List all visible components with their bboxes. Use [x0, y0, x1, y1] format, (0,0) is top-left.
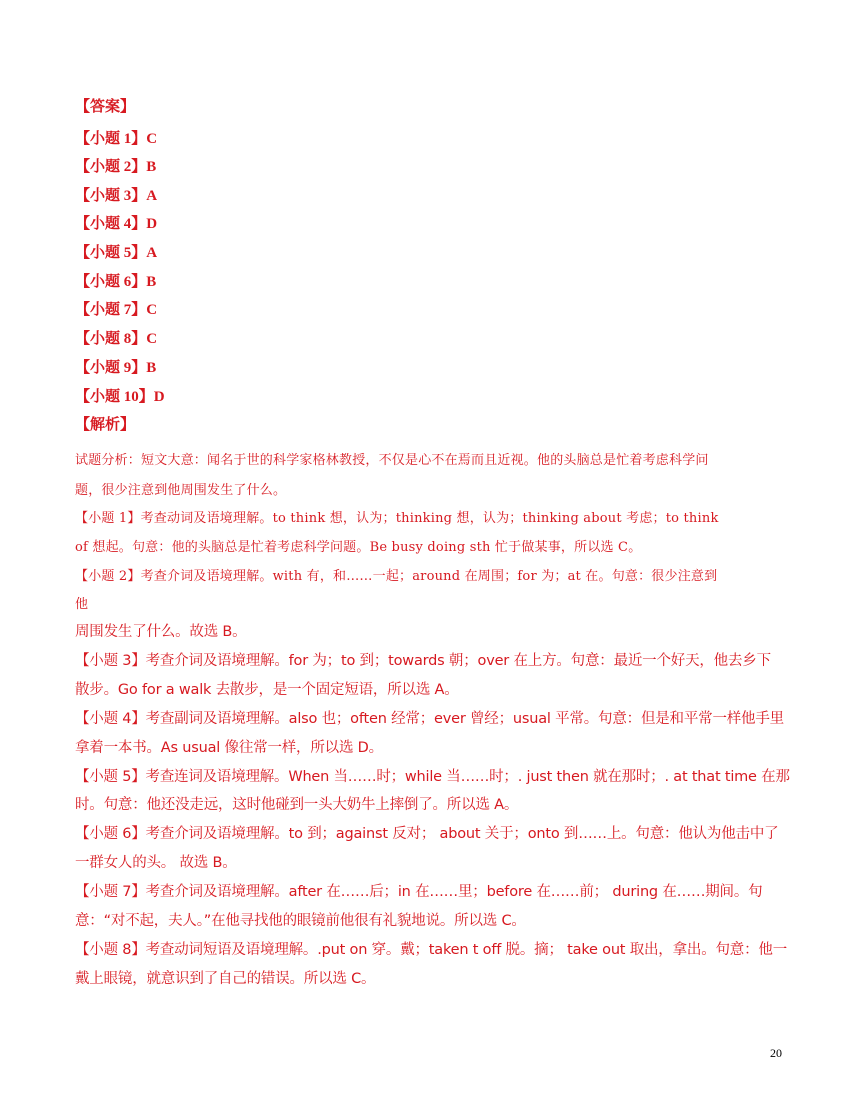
answer-item: 【小题 3】A	[75, 188, 158, 204]
analysis-line: 【小题 8】考查动词短语及语境理解。.put on 穿。戴；taken t off 脱。摘； take out 取出，拿出。句意：他一	[75, 942, 788, 958]
answer-item: 【小题 4】D	[75, 216, 158, 232]
analysis-line: 试题分析：短文大意：闻名于世的科学家格林教授，不仅是心不在焉而且近视。他的头脑总是忙着考虑科学问	[75, 453, 709, 468]
analysis-line: 时。句意：他还没走远，这时他碰到一头大奶牛上摔倒了。所以选 A。	[75, 797, 519, 813]
analysis-line: 戴上眼镜，就意识到了自己的错误。所以选 C。	[75, 971, 376, 987]
analysis-line: 【小题 1】考查动词及语境理解。to think 想，认为；thinking 想，认为；thinking about 考虑；to think	[75, 511, 719, 526]
analysis-line: 【小题 5】考查连词及语境理解。When 当……时；while 当……时；. just then 就在那时；. at that time 在那	[75, 769, 790, 785]
analysis-line: 意：“对不起，夫人。”在他寻找他的眼镜前他很有礼貌地说。所以选 C。	[75, 913, 526, 929]
analysis-line: 【小题 7】考查介词及语境理解。after 在……后；in 在……里；before 在……前； during 在……期间。句	[75, 884, 763, 900]
analysis-line: 周围发生了什么。故选 B。	[75, 624, 247, 640]
analysis-line: 一群女人的头。 故选 B。	[75, 855, 237, 871]
answer-item: 【小题 1】C	[75, 131, 158, 147]
answer-item: 【小题 2】B	[75, 159, 157, 175]
answer-item: 【小题 6】B	[75, 274, 157, 290]
analysis-line: of 想起。句意：他的头脑总是忙着考虑科学问题。Be busy doing sth 忙于做某事，所以选 C。	[75, 540, 642, 555]
answer-item: 【小题 8】C	[75, 331, 158, 347]
answer-item: 【小题 5】A	[75, 245, 158, 261]
analysis-line: 他	[75, 597, 89, 612]
answer-item: 【小题 10】D	[75, 389, 165, 405]
analysis-line: 【小题 3】考查介词及语境理解。for 为；to 到；towards 朝；over 在上方。句意：最近一个好天，他去乡下	[75, 653, 771, 669]
answer-item: 【小题 7】C	[75, 302, 158, 318]
analysis-line: 【小题 4】考查副词及语境理解。also 也；often 经常；ever 曾经；usual 平常。句意：但是和平常一样他手里	[75, 711, 784, 727]
page-number: 20	[770, 1046, 782, 1060]
analysis-line: 散步。Go for a walk 去散步，是一个固定短语，所以选 A。	[75, 682, 459, 698]
analysis-line: 拿着一本书。As usual 像往常一样，所以选 D。	[75, 740, 383, 756]
answer-item: 【小题 9】B	[75, 360, 157, 376]
analysis-line: 【小题 6】考查介词及语境理解。to 到；against 反对； about 关于；onto 到……上。句意：他认为他击中了	[75, 826, 779, 842]
analysis-line: 【小题 2】考查介词及语境理解。with 有，和……一起；around 在周围；for 为；at 在。句意：很少注意到	[75, 569, 718, 584]
analysis-heading: 【解析】	[75, 415, 136, 433]
analysis-line: 题，很少注意到他周围发生了什么。	[75, 483, 287, 498]
answer-heading: 【答案】	[75, 97, 136, 115]
